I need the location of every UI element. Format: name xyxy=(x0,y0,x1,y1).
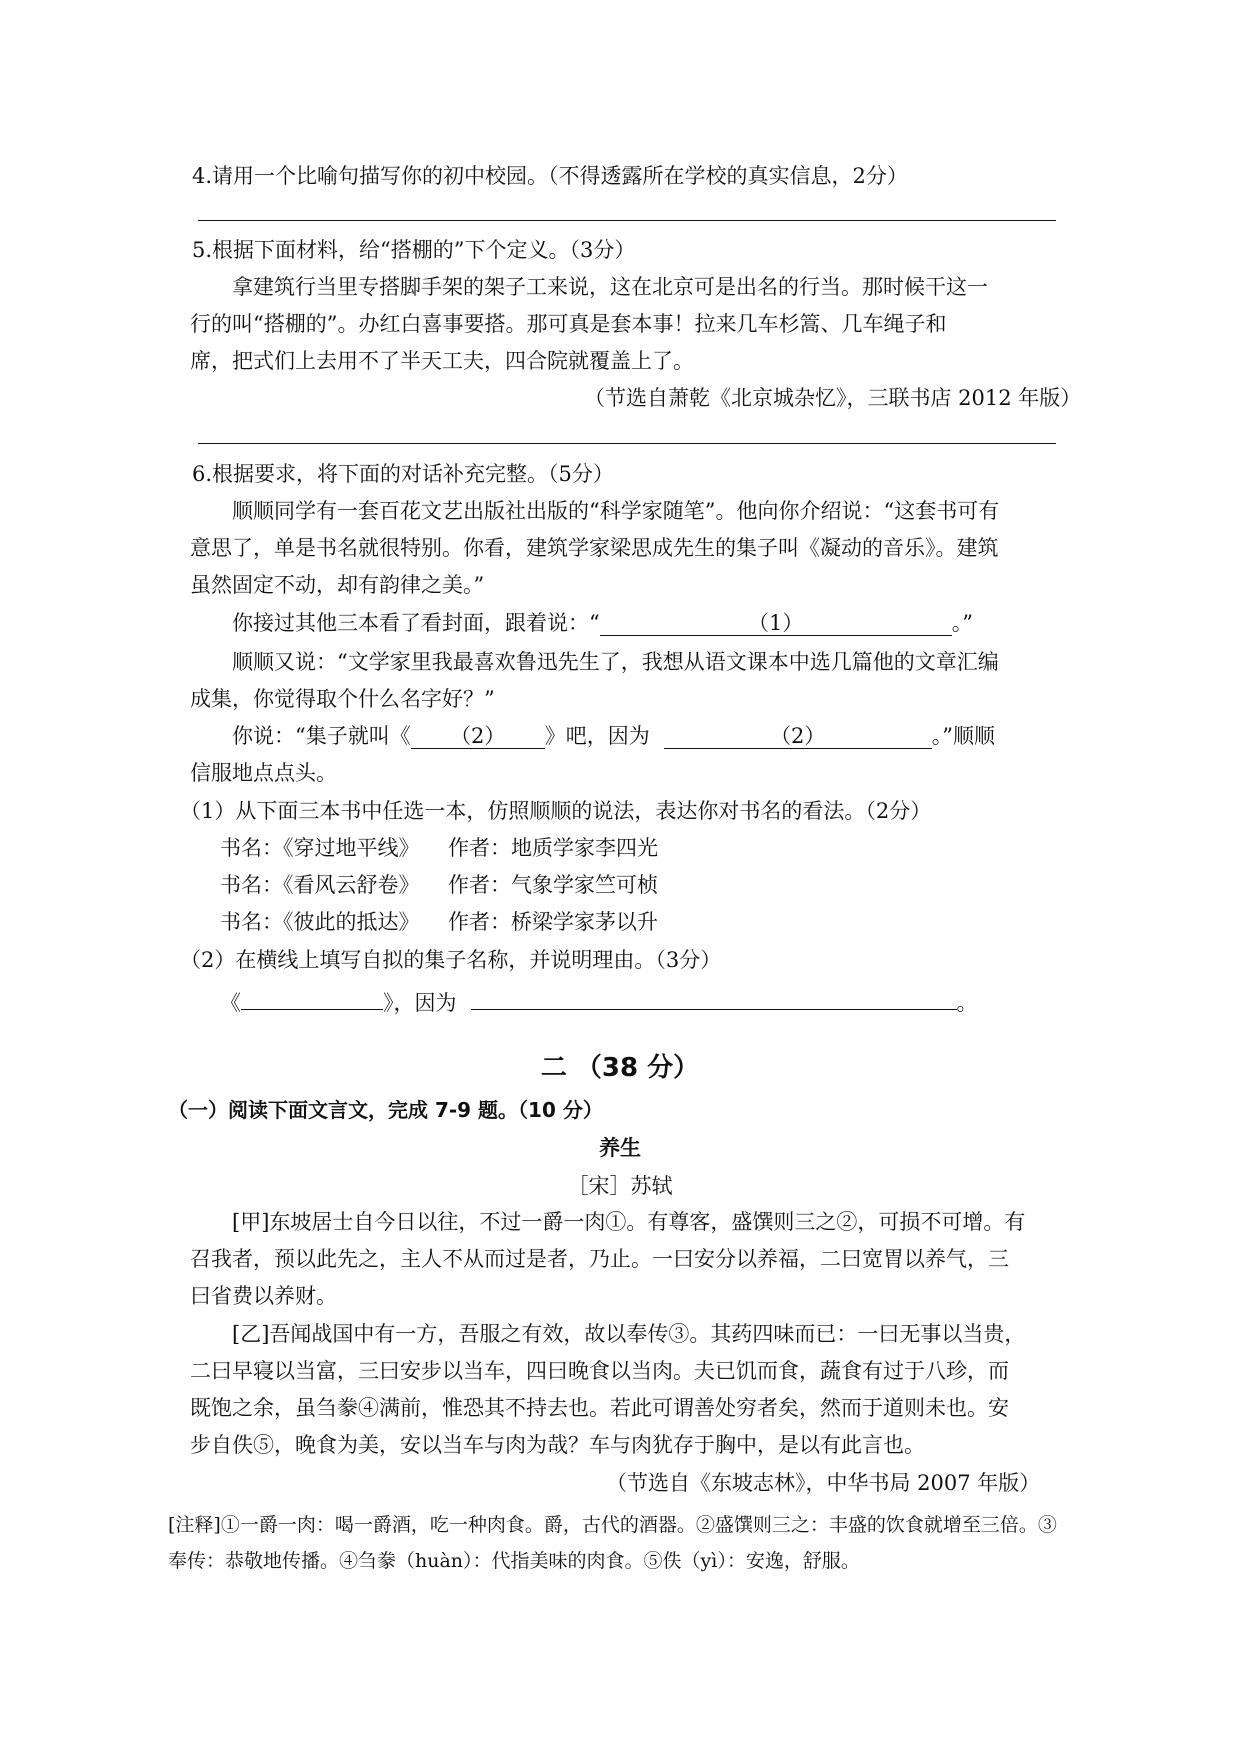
q5-para-line: 拿建筑行当里专搭脚手架的架子工来说，这在北京可是出名的行当。那时候干这一 xyxy=(232,275,988,299)
q6-dialog-2-b: 》吧，因为 xyxy=(544,724,650,748)
q6-dialog-1-before: 你接过其他三本看了看封面，跟着说：“ xyxy=(232,611,600,635)
yi-line: 既饱之余，虽刍豢④满前，惟恐其不持去也。若此可谓善处穷者矣，然而于道则未也。安 xyxy=(190,1396,1009,1420)
q6-para-line: 虽然固定不动，却有韵律之美。” xyxy=(190,573,485,597)
notes-line: 奉传：恭敬地传播。④刍豢（huàn）：代指美味的肉食。⑤佚（yì）：安逸，舒服。 xyxy=(168,1550,860,1572)
sub2-mid: 》，因为 xyxy=(383,991,457,1015)
q6-dialog-2-cont: 信服地点点头。 xyxy=(190,761,337,785)
book-author: 作者：气象学家竺可桢 xyxy=(448,873,658,897)
q6-para-line: 顺顺同学有一套百花文艺出版社出版的“科学家随笔”。他向你介绍说：“这套书可有 xyxy=(232,499,1000,523)
book-name: 书名：《彼此的抵达》 xyxy=(220,910,420,934)
sub2-open: 《 xyxy=(220,991,241,1015)
blank-2b[interactable]: （2） xyxy=(664,724,932,749)
q6-sub2-answer xyxy=(220,985,978,1017)
book-name: 书名：《看风云舒卷》 xyxy=(220,873,420,897)
book-author: 作者：地质学家李四光 xyxy=(448,836,658,860)
blank-1[interactable]: （1） xyxy=(600,611,952,636)
q5-source: （节选自萧乾《北京城杂忆》，三联书店 2012 年版） xyxy=(584,386,1082,410)
q4-answer-line[interactable] xyxy=(198,220,1056,221)
q5-prompt: 5.根据下面材料，给“搭棚的”下个定义。（3分） xyxy=(192,238,636,262)
section-title: （一）阅读下面文言文，完成 7-9 题。（10 分） xyxy=(168,1098,603,1122)
collection-name-blank[interactable] xyxy=(241,985,383,1010)
blank-2a[interactable]: （2） xyxy=(411,724,545,749)
book-name: 书名：《穿过地平线》 xyxy=(220,836,420,860)
notes-line: [注释]①一爵一肉：喝一爵酒，吃一种肉食。爵，古代的酒器。②盛馔则三之：丰盛的饮食就增至三倍。③ xyxy=(168,1514,1057,1536)
q6-sub2: （2）在横线上填写自拟的集子名称，并说明理由。（3分） xyxy=(180,948,722,972)
reason-blank[interactable] xyxy=(471,985,957,1010)
q6-dialog-1-after: 。” xyxy=(951,611,973,635)
essay-title: 养生 xyxy=(599,1136,641,1160)
yi-line: [乙]吾闻战国中有一方，吾服之有效，故以奉传③。其药四味而已：一曰无事以当贵， xyxy=(232,1322,1026,1346)
book-author: 作者：桥梁学家茅以升 xyxy=(448,910,658,934)
part2-title: 二 （38 分） xyxy=(540,1053,700,1083)
yi-line: 步自佚⑤，晚食为美，安以当车与肉为哉？车与肉犹存于胸中，是以有此言也。 xyxy=(190,1433,925,1457)
yi-line: 二曰早寝以当富，三曰安步以当车，四曰晚食以当肉。夫已饥而食，蔬食有过于八珍，而 xyxy=(190,1359,1009,1383)
q5-para-line: 席，把式们上去用不了半天工夫，四合院就覆盖上了。 xyxy=(190,349,694,373)
q5-para-line: 行的叫“搭棚的”。办红白喜事要搭。那可真是套本事！拉来几车杉篙、几车绳子和 xyxy=(190,312,947,336)
jia-line: 曰省费以养财。 xyxy=(190,1284,337,1308)
q6-para-line: 顺顺又说：“文学家里我最喜欢鲁迅先生了，我想从语文课本中选几篇他的文章汇编 xyxy=(232,650,999,674)
q6-dialog-2 xyxy=(232,722,995,750)
q6-dialog-2-c: 。”顺顺 xyxy=(931,724,995,748)
essay-author: ［宋］苏轼 xyxy=(567,1174,673,1198)
q6-para-line: 成集，你觉得取个什么名字好？” xyxy=(190,687,495,711)
jia-line: 召我者，预以此先之，主人不从而过是者，乃止。一曰安分以养福，二曰宽胃以养气，三 xyxy=(190,1247,1009,1271)
sub2-end: 。 xyxy=(956,991,978,1015)
q6-para-line: 意思了，单是书名就很特别。你看，建筑学家梁思成先生的集子叫《凝动的音乐》。建筑 xyxy=(190,536,999,560)
essay-source: （节选自《东坡志林》，中华书局 2007 年版） xyxy=(606,1471,1041,1495)
q6-dialog-1 xyxy=(232,609,973,637)
q4-prompt: 4.请用一个比喻句描写你的初中校园。（不得透露所在学校的真实信息，2分） xyxy=(192,164,908,188)
q5-answer-line[interactable] xyxy=(198,443,1056,444)
q6-prompt: 6.根据要求，将下面的对话补充完整。（5分） xyxy=(192,462,614,486)
q6-dialog-2-a: 你说：“集子就叫《 xyxy=(232,724,411,748)
q6-sub1: （1）从下面三本书中任选一本，仿照顺顺的说法，表达你对书名的看法。（2分） xyxy=(180,799,932,823)
jia-line: [甲]东坡居士自今日以往，不过一爵一肉①。有尊客，盛馔则三之②，可损不可增。有 xyxy=(232,1210,1026,1234)
